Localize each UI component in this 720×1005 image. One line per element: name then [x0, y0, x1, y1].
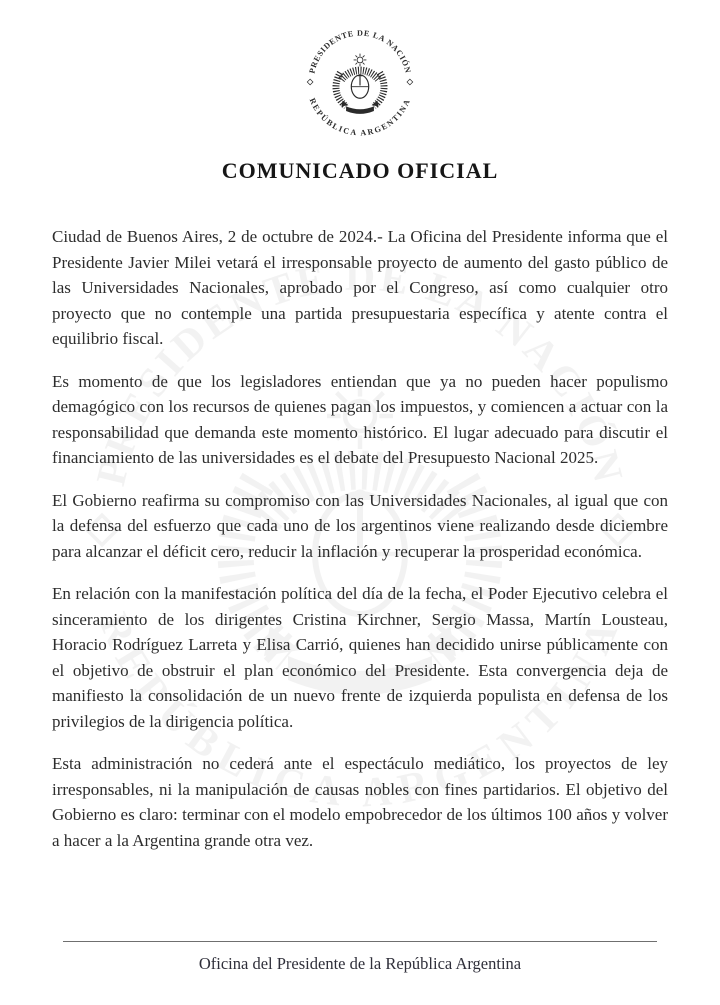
paragraph-5: Esta administración no cederá ante el espectáculo mediático, los proyectos de ley irresponsables, ni la manipulación de causas nobles con fines partidarios. El objetivo del Gobierno es claro: terminar con el modelo empobrecedor de los últimos 100 años y volver a hacer a la Argentina grande otra vez.: [52, 754, 668, 850]
communique-body: [52, 224, 668, 853]
presidential-seal-icon: [302, 24, 418, 140]
footer-divider: [63, 941, 657, 942]
paragraph-3: El Gobierno reafirma su compromiso con las Universidades Nacionales, al igual que con la defensa del esfuerzo que cada uno de los argentinos viene realizando desde diciembre para alcanzar el déficit cero, reducir la inflación y recuperar la prosperidad económica.: [52, 490, 668, 561]
footer: [63, 941, 657, 974]
paragraph-1: Ciudad de Buenos Aires, 2 de octubre de 2024.- La Oficina del Presidente informa que el Presidente Javier Milei vetará el irresponsable proyecto de aumento del gasto público de las Universidades Nacionales, aprobado por el Congreso, así como cualquier otro proyecto que no contemple una partida presupuestaria específica y atente contra el equilibrio fiscal.: [52, 227, 668, 348]
page-title: COMUNICADO OFICIAL: [221, 158, 499, 183]
paragraph-2: Es momento de que los legisladores entiendan que ya no pueden hacer populismo demagógico con los recursos de quienes pagan los impuestos, y comiencen a actuar con la responsabilidad que demanda este momento histórico. El lugar adecuado para discutir el financiamiento de las universidades es el debate del Presupuesto Nacional 2025.: [52, 371, 668, 467]
seal-container: [0, 0, 720, 140]
paragraph-4: En relación con la manifestación política del día de la fecha, el Poder Ejecutivo celebra el sinceramiento de los dirigentes Cristina Kirchner, Sergio Massa, Martín Lousteau, Horacio Rodríguez Larreta y Elisa Carrió, quienes han decidido unirse públicamente con el objetivo de obstruir el plan económico del Presidente. Esta convergencia deja de manifiesto la consolidación de un nuevo frente de izquierda populista en defensa de los privilegios de la dirigencia política.: [52, 584, 668, 731]
footer-text: Oficina del Presidente de la República Argentina: [198, 954, 522, 973]
